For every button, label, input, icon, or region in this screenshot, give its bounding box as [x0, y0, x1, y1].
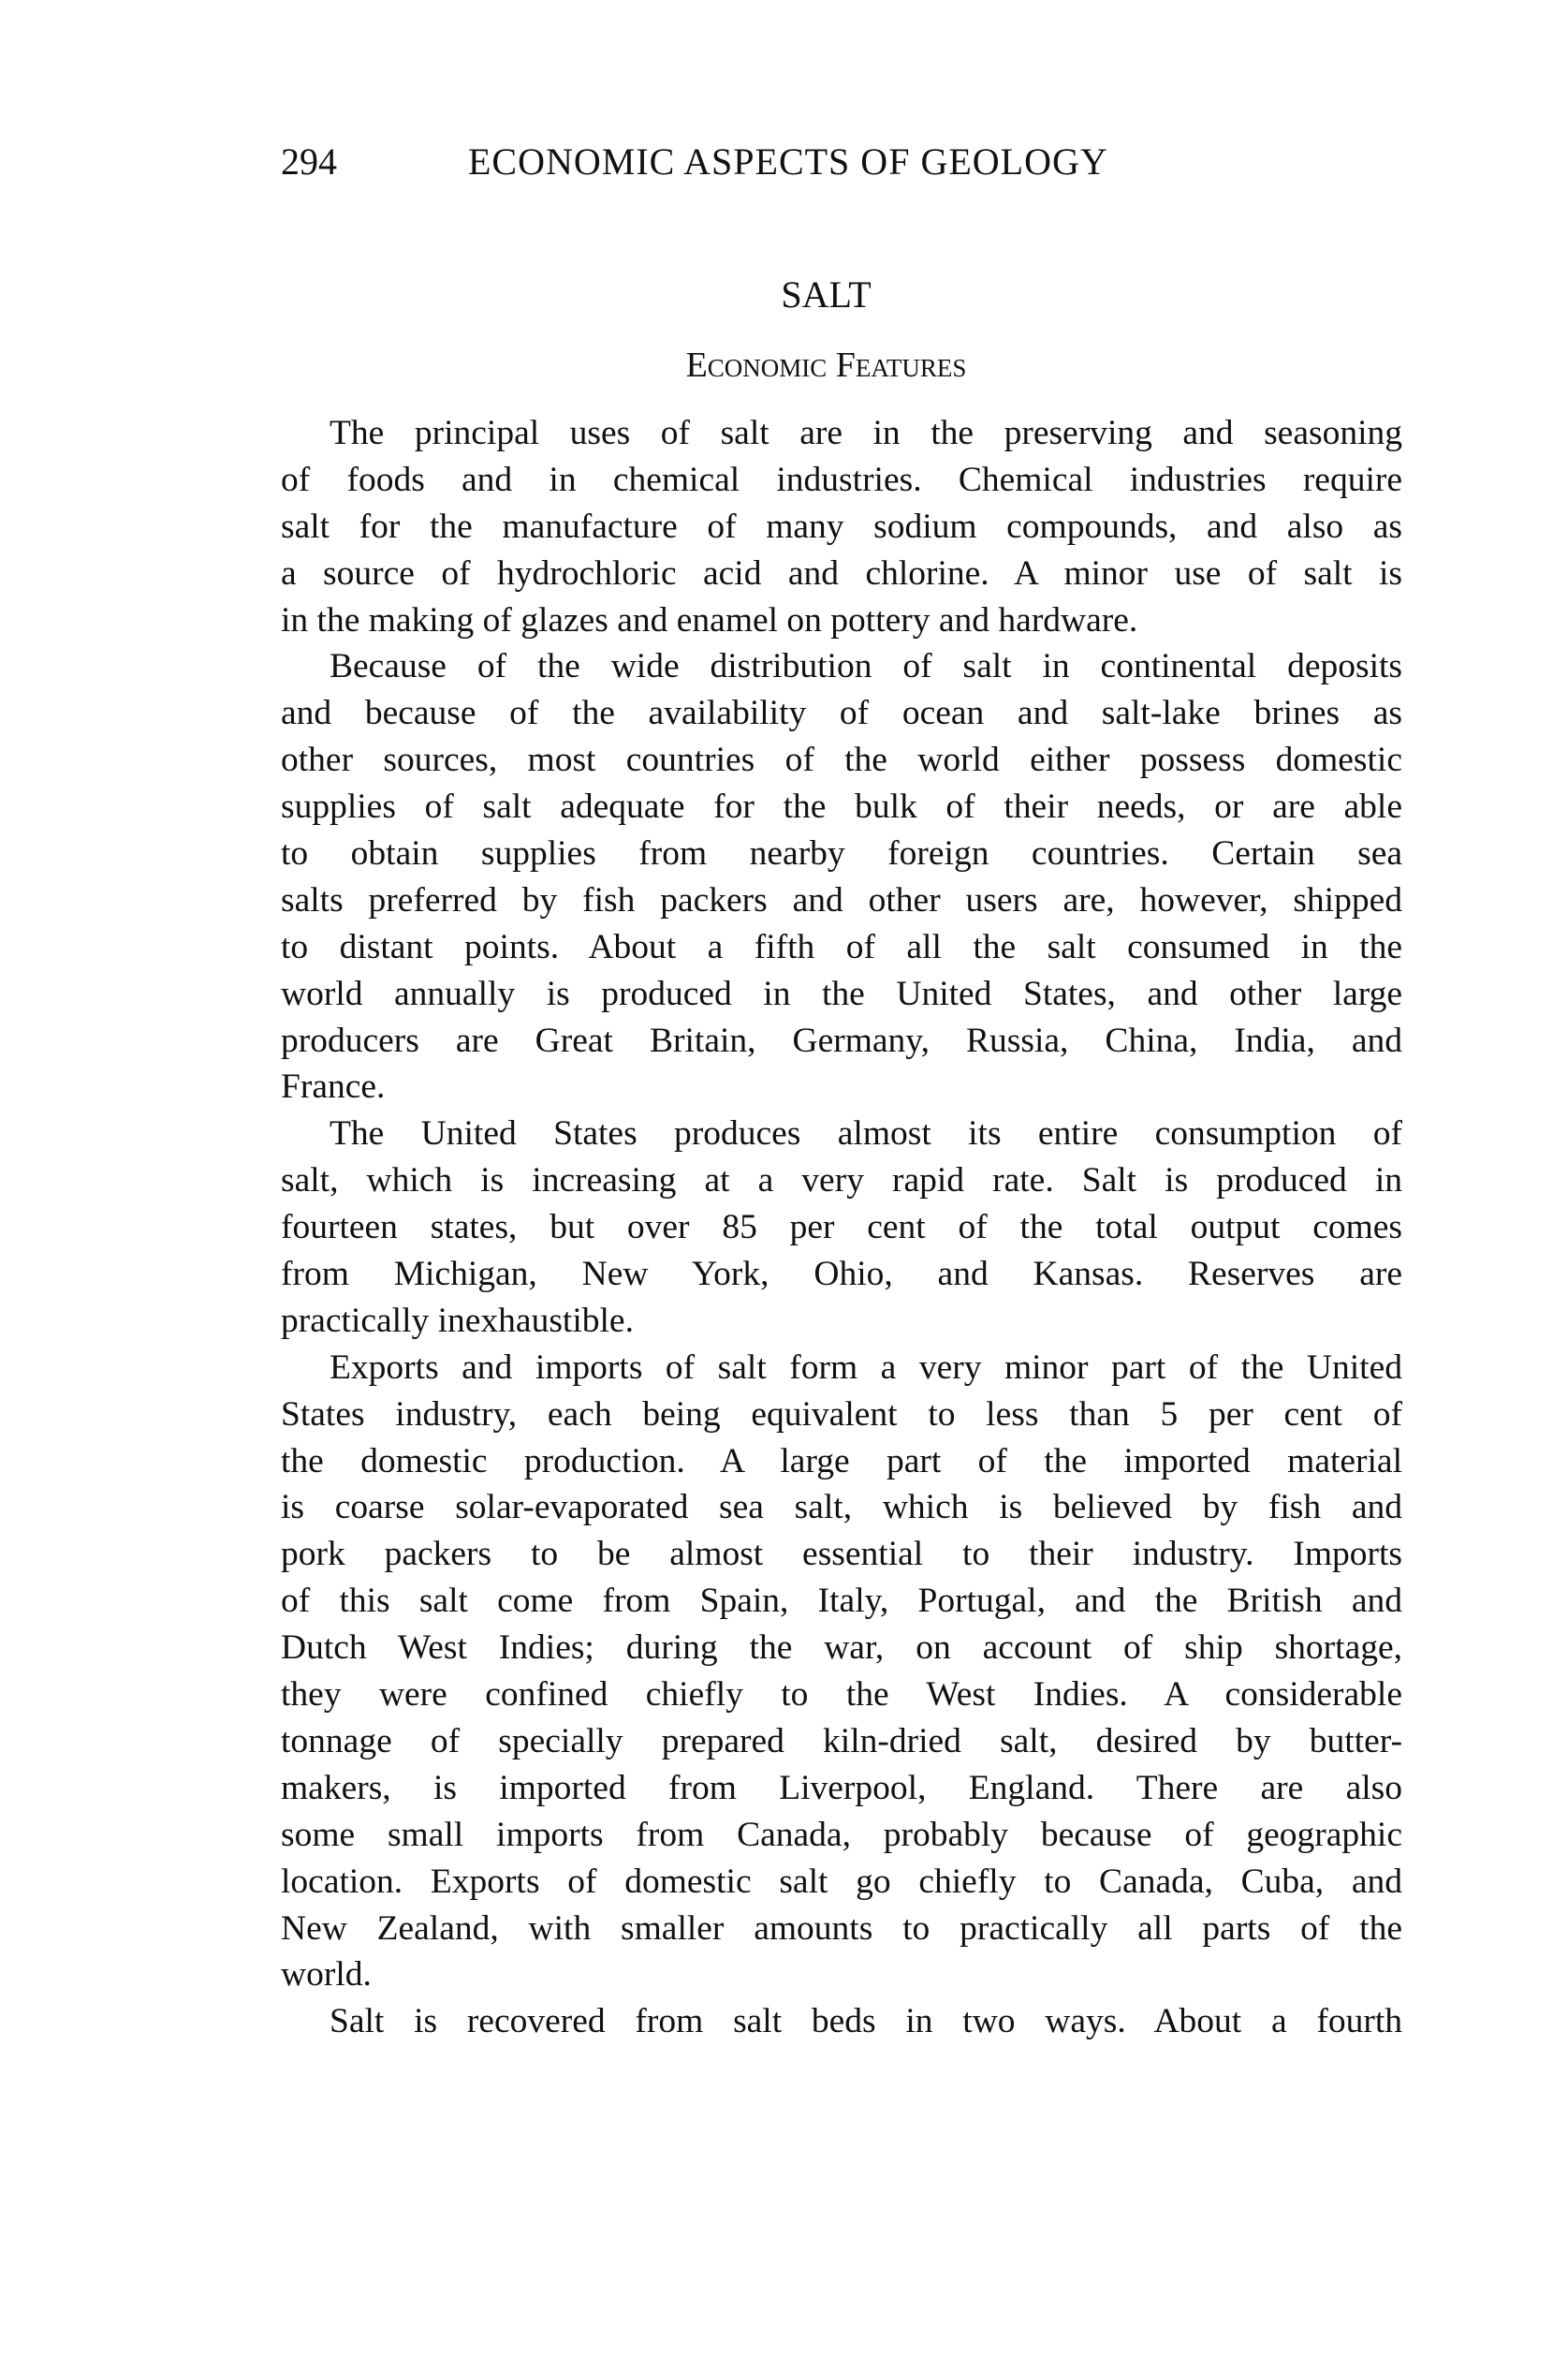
text-line: is coarse solar-evaporated sea salt, which is believed by fish and — [281, 1488, 1402, 1527]
paragraph — [281, 1345, 1402, 1998]
text-line: world annually is produced in the United States, and other large — [281, 974, 1402, 1013]
paragraph — [281, 410, 1402, 643]
paragraph — [281, 1998, 1402, 2045]
text-line: salts preferred by fish packers and other users are, however, shipped — [281, 880, 1402, 920]
paragraph — [281, 1111, 1402, 1344]
running-head — [281, 139, 1404, 185]
text-line: Salt is recovered from salt beds in two ways. About a fourth — [330, 2002, 1402, 2041]
text-line: some small imports from Canada, probably because of geographic — [281, 1815, 1402, 1854]
page-number: 294 — [281, 140, 337, 183]
subsection-title: Economic Features — [685, 346, 967, 385]
text-line: The United States produces almost its entire consumption of — [330, 1114, 1402, 1154]
text-line: of foods and in chemical industries. Chemical industries require — [281, 460, 1402, 499]
text-line: Exports and imports of salt form a very minor part of the United — [330, 1347, 1402, 1387]
text-line: to distant points. About a fifth of all the salt consumed in the — [281, 927, 1402, 966]
text-line: of this salt come from Spain, Italy, Portugal, and the British and — [281, 1582, 1402, 1621]
text-line: fourteen states, but over 85 per cent of the total output comes — [281, 1208, 1402, 1247]
text-line: practically inexhaustible. — [281, 1301, 634, 1340]
text-line: pork packers to be almost essential to their industry. Imports — [281, 1535, 1402, 1574]
paragraph — [281, 643, 1402, 1111]
text-line: tonnage of specially prepared kiln-dried salt, desired by butter- — [281, 1721, 1402, 1760]
text-line: New Zealand, with smaller amounts to practically all parts of the — [281, 1908, 1402, 1948]
text-line: and because of the availability of ocean and salt-lake brines as — [281, 694, 1402, 733]
text-line: location. Exports of domestic salt go chiefly to Canada, Cuba, and — [281, 1862, 1402, 1901]
text-line: the domestic production. A large part of the imported material — [281, 1441, 1402, 1480]
text-line: Dutch West Indies; during the war, on account of ship shortage, — [281, 1628, 1402, 1668]
text-line: in the making of glazes and enamel on pottery and hardware. — [281, 600, 1138, 640]
text-line: France. — [281, 1068, 386, 1107]
text-line: salt, which is increasing at a very rapid rate. Salt is produced in — [281, 1161, 1402, 1200]
text-line: producers are Great Britain, Germany, Russia, China, India, and — [281, 1021, 1402, 1060]
section-title: SALT — [781, 273, 872, 316]
text-line: they were confined chiefly to the West Indies. A considerable — [281, 1675, 1402, 1715]
text-line: to obtain supplies from nearby foreign countries. Certain sea — [281, 834, 1402, 874]
text-line: world. — [281, 1955, 372, 1995]
text-line: States industry, each being equivalent to less than 5 per cent of — [281, 1394, 1402, 1434]
body-text — [281, 410, 1402, 2045]
text-line: a source of hydrochloric acid and chlorine. A minor use of salt is — [281, 553, 1402, 593]
text-line: other sources, most countries of the world either possess domestic — [281, 741, 1402, 780]
text-line: supplies of salt adequate for the bulk of their needs, or are able — [281, 788, 1402, 827]
text-line: salt for the manufacture of many sodium compounds, and also as — [281, 507, 1402, 546]
text-line: The principal uses of salt are in the preserving and seasoning — [330, 414, 1402, 452]
text-line: from Michigan, New York, Ohio, and Kansas. Reserves are — [281, 1255, 1402, 1294]
text-line: Because of the wide distribution of salt in continental deposits — [330, 647, 1402, 686]
text-line: makers, is imported from Liverpool, England. There are also — [281, 1768, 1402, 1807]
running-head-title: ECONOMIC ASPECTS OF GEOLOGY — [468, 140, 1108, 183]
